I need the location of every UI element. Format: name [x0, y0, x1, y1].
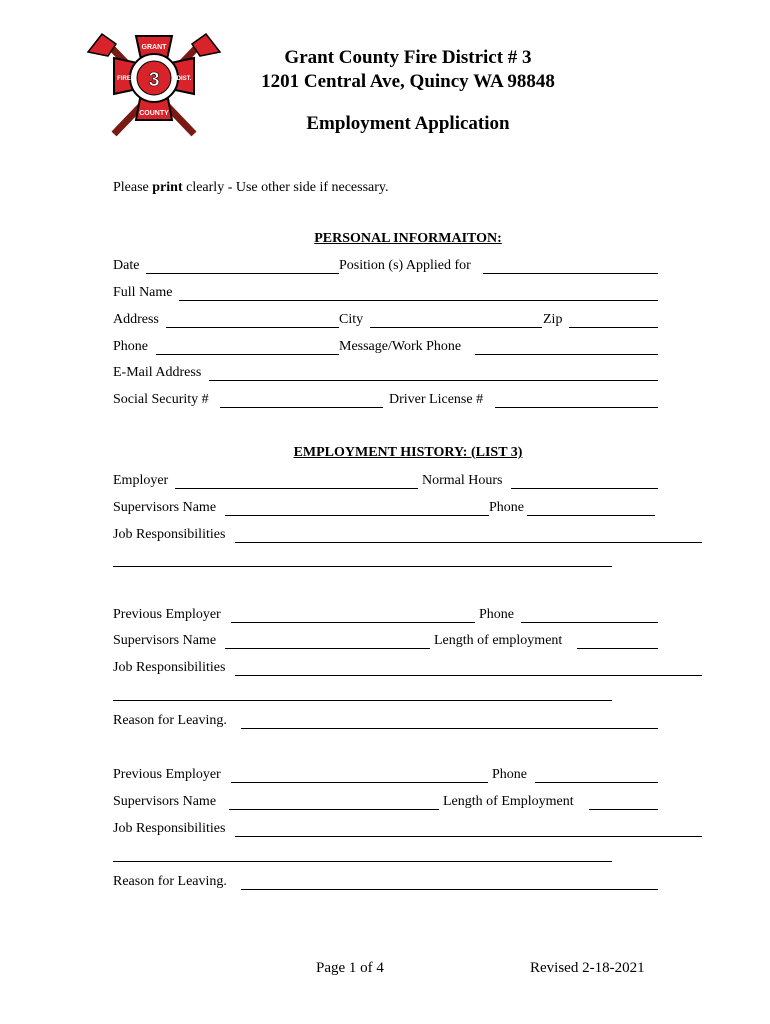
row-supervisor-3 — [113, 793, 658, 813]
page-number: Page 1 of 4 — [316, 960, 384, 976]
employer-2-label: Previous Employer — [113, 607, 221, 622]
length-2-field[interactable] — [577, 648, 658, 649]
personal-section-heading: PERSONAL INFORMAITON: — [314, 231, 502, 246]
resp-1-label: Job Responsibilities — [113, 527, 226, 542]
row-phone — [113, 338, 658, 358]
row-supervisor-2 — [113, 632, 658, 652]
employer-2-field[interactable] — [231, 622, 475, 623]
date-label: Date — [113, 258, 140, 273]
reason-3-field[interactable] — [241, 889, 658, 890]
supervisor-3-field[interactable] — [229, 809, 439, 810]
supervisor-1-field[interactable] — [225, 515, 489, 516]
instructions-bold: print — [152, 180, 183, 195]
instructions — [113, 180, 389, 196]
zip-field[interactable] — [569, 327, 658, 328]
phone-2-field[interactable] — [521, 622, 658, 623]
resp-3-continuation-line[interactable] — [113, 861, 612, 862]
resp-1-field[interactable] — [235, 542, 702, 543]
message-phone-field[interactable] — [475, 354, 658, 355]
row-email — [113, 364, 658, 384]
reason-3-label: Reason for Leaving. — [113, 874, 227, 889]
city-label: City — [339, 312, 364, 327]
row-ssn-license — [113, 391, 658, 411]
phone-1-label: Phone — [489, 500, 524, 515]
employer-1-field[interactable] — [175, 488, 418, 489]
logo-text-right: DIST. — [176, 76, 192, 82]
row-date-position — [113, 257, 658, 277]
phone-field[interactable] — [156, 354, 339, 355]
phone-3-field[interactable] — [535, 782, 658, 783]
length-2-label: Length of employment — [434, 633, 563, 648]
employer-3-label: Previous Employer — [113, 767, 221, 782]
email-label: E-Mail Address — [113, 365, 202, 380]
resp-3-field[interactable] — [235, 836, 702, 837]
row-employer-3 — [113, 766, 658, 786]
logo-text-center: 3 — [148, 69, 160, 91]
district-address: 1201 Central Ave, Quincy WA 98848 — [261, 71, 555, 92]
row-resp-2 — [113, 659, 703, 679]
row-employer-1 — [113, 472, 658, 492]
supervisor-1-label: Supervisors Name — [113, 500, 217, 515]
message-phone-label: Message/Work Phone — [339, 339, 462, 354]
city-field[interactable] — [370, 327, 542, 328]
reason-2-field[interactable] — [241, 728, 658, 729]
resp-2-field[interactable] — [235, 675, 702, 676]
full-name-label: Full Name — [113, 285, 173, 300]
logo-text-bottom: COUNTY — [139, 110, 169, 117]
address-field[interactable] — [166, 327, 339, 328]
row-resp-3 — [113, 820, 703, 840]
position-field[interactable] — [483, 273, 658, 274]
date-field[interactable] — [146, 273, 339, 274]
email-field[interactable] — [209, 380, 658, 381]
full-name-field[interactable] — [179, 300, 658, 301]
employer-3-field[interactable] — [231, 782, 488, 783]
district-name: Grant County Fire District # 3 — [284, 47, 532, 68]
row-full-name — [113, 284, 658, 304]
ssn-field[interactable] — [220, 407, 383, 408]
employer-1-label: Employer — [113, 473, 169, 488]
phone-label: Phone — [113, 339, 148, 354]
reason-2-label: Reason for Leaving. — [113, 713, 227, 728]
supervisor-3-label: Supervisors Name — [113, 794, 217, 809]
revision-date: Revised 2-18-2021 — [530, 960, 645, 976]
length-3-label: Length of Employment — [443, 794, 574, 809]
supervisor-2-field[interactable] — [225, 648, 430, 649]
resp-2-continuation-line[interactable] — [113, 700, 612, 701]
license-field[interactable] — [495, 407, 658, 408]
address-label: Address — [113, 312, 159, 327]
phone-1-field[interactable] — [527, 515, 655, 516]
logo-text-top: GRANT — [141, 44, 167, 51]
resp-2-label: Job Responsibilities — [113, 660, 226, 675]
normal-hours-field[interactable] — [511, 488, 658, 489]
supervisor-2-label: Supervisors Name — [113, 633, 217, 648]
ssn-label: Social Security # — [113, 392, 209, 407]
logo-text-left: FIRE — [117, 76, 131, 82]
row-reason-2 — [113, 712, 658, 732]
instructions-pre: Please — [113, 180, 153, 195]
normal-hours-label: Normal Hours — [422, 473, 503, 488]
row-resp-1 — [113, 526, 703, 546]
license-label: Driver License # — [389, 392, 484, 407]
page-title: Employment Application — [306, 113, 510, 134]
phone-3-label: Phone — [492, 767, 527, 782]
instructions-post: clearly - Use other side if necessary. — [182, 180, 389, 195]
row-employer-2 — [113, 606, 658, 626]
employment-section-heading: EMPLOYMENT HISTORY: (LIST 3) — [293, 445, 523, 460]
length-3-field[interactable] — [589, 809, 658, 810]
phone-2-label: Phone — [479, 607, 514, 622]
row-supervisor-1 — [113, 499, 658, 519]
position-label: Position (s) Applied for — [339, 258, 471, 273]
zip-label: Zip — [543, 312, 563, 327]
resp-1-continuation-line[interactable] — [113, 566, 612, 567]
row-address — [113, 311, 658, 331]
row-reason-3 — [113, 873, 658, 893]
resp-3-label: Job Responsibilities — [113, 821, 226, 836]
